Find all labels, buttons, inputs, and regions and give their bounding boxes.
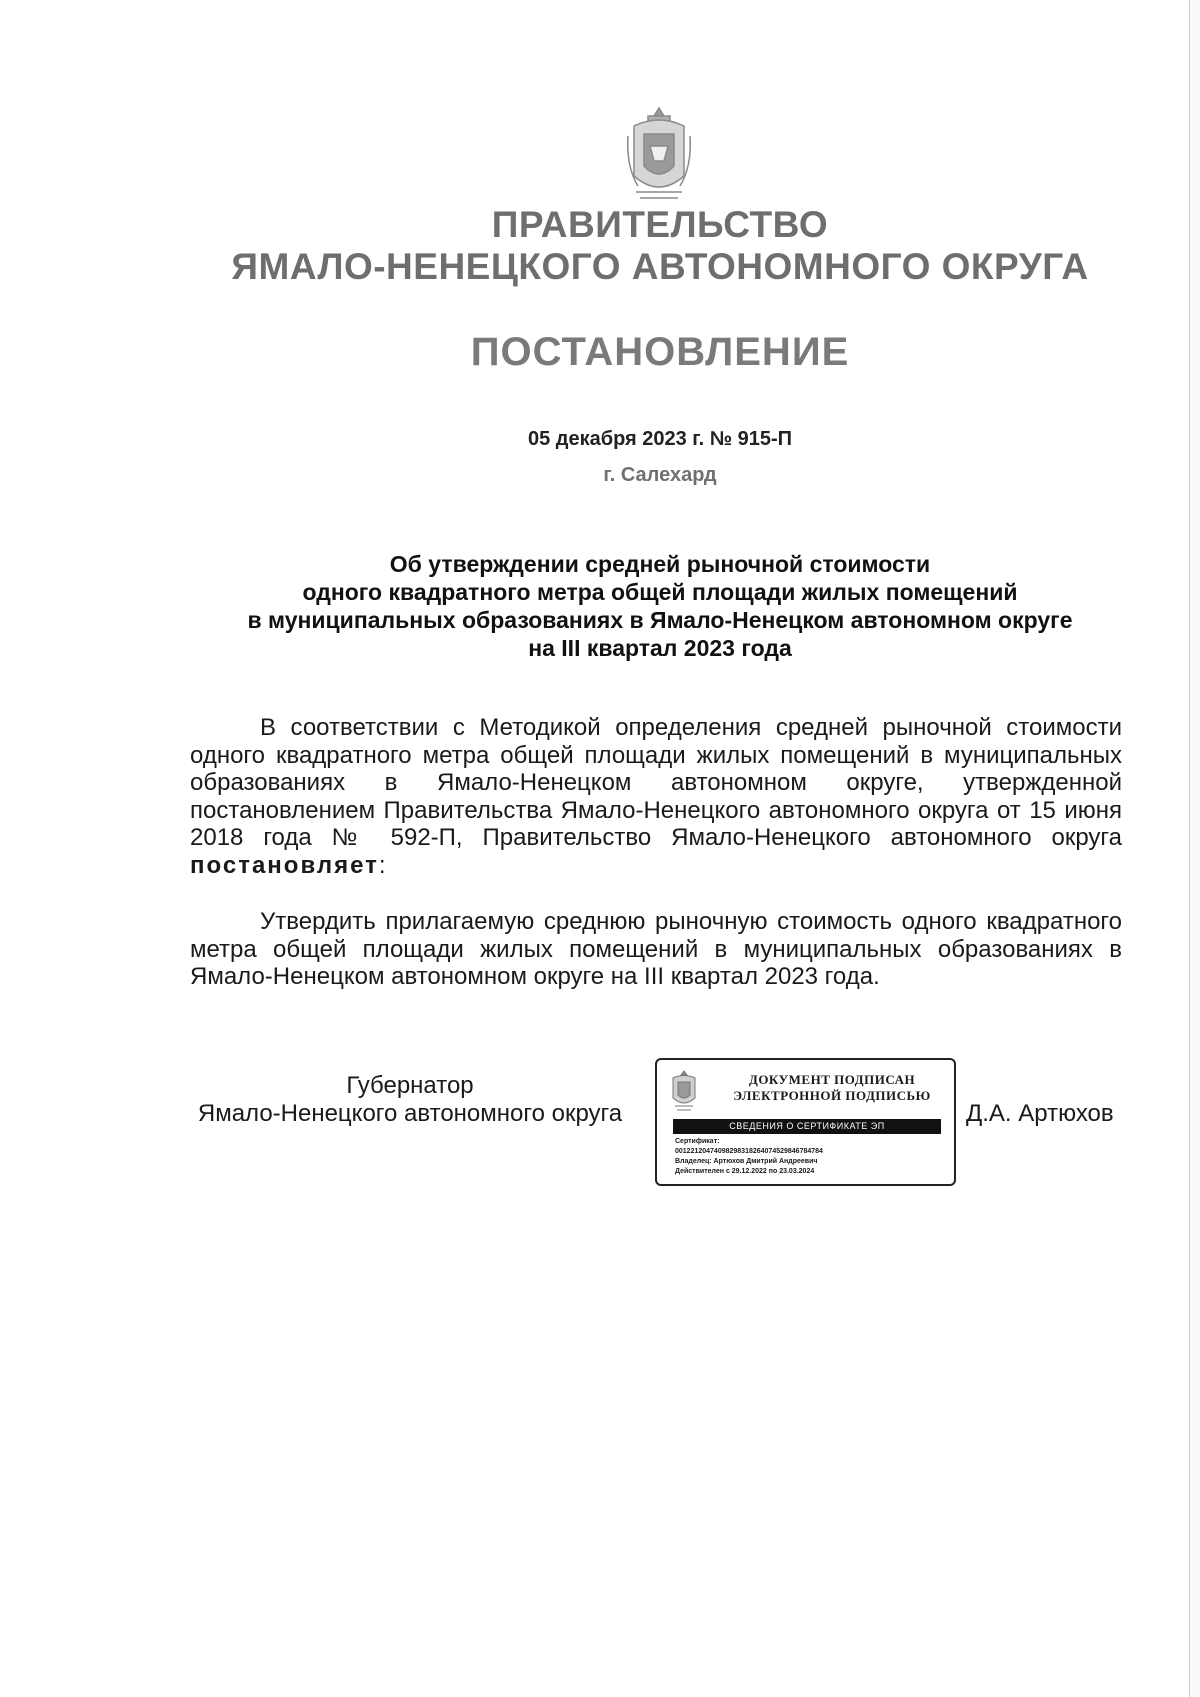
body-paragraph-1 xyxy=(190,714,1122,879)
document-type: ПОСТАНОВЛЕНИЕ xyxy=(470,330,850,374)
certificate-owner: Владелец: Артюхов Дмитрий Андреевич xyxy=(675,1158,818,1165)
certificate-number: 00122120474098298318264074529846784784 xyxy=(675,1148,823,1155)
stamp-heading xyxy=(727,1072,937,1104)
subject-line: в муниципальных образованиях в Ямало-Ненецком автономном округе xyxy=(247,607,1073,633)
subject-line: на III квартал 2023 года xyxy=(528,635,792,661)
signatory-title xyxy=(180,1072,640,1128)
subject-line: Об утверждении средней рыночной стоимости xyxy=(389,551,931,577)
paragraph-text: В соответствии с Методикой определения средней рыночной стоимости одного квадратного метра общей площади жилых помещений в муниципальных образованиях в Ямало-Ненецком автономном округе, утвержденной постановлением Правительства Ямало-Ненецкого автономного округа от 15 июня 2018 года № 592-П, Правительство Ямало-Ненецкого автономного округа xyxy=(190,714,1122,851)
coat-of-arms-icon xyxy=(669,1070,699,1112)
stamp-heading-line2: ЭЛЕКТРОННОЙ ПОДПИСЬЮ xyxy=(733,1088,931,1103)
paragraph-end: : xyxy=(378,851,386,879)
decree-word: постановляет xyxy=(190,851,379,879)
document-city: г. Салехард xyxy=(603,464,717,486)
certificate-label: Сертификат: xyxy=(675,1138,720,1145)
government-name-line1: ПРАВИТЕЛЬСТВО xyxy=(491,204,829,245)
coat-of-arms-icon xyxy=(624,106,694,204)
signatory-title-line2: Ямало-Ненецкого автономного округа xyxy=(197,1100,623,1127)
document-subject xyxy=(180,550,1140,662)
document-date-number: 05 декабря 2023 г. № 915-П xyxy=(527,428,793,450)
electronic-signature-stamp xyxy=(655,1058,956,1186)
signatory-name: Д.А. Артюхов xyxy=(966,1100,1114,1127)
signatory-title-line1: Губернатор xyxy=(346,1072,474,1099)
stamp-details xyxy=(675,1137,950,1177)
stamp-certificate-bar: СВЕДЕНИЯ О СЕРТИФИКАТЕ ЭП xyxy=(673,1119,941,1134)
body-paragraph-2: Утвердить прилагаемую среднюю рыночную стоимость одного квадратного метра общей площади жилых помещений в муниципальных образованиях в Ямало-Ненецком автономном округе на III квартал 2023 года. xyxy=(190,908,1122,990)
certificate-validity: Действителен с 29.12.2022 по 23.03.2024 xyxy=(675,1168,815,1175)
stamp-heading-line1: ДОКУМЕНТ ПОДПИСАН xyxy=(748,1072,916,1087)
government-name-line2: ЯМАЛО-НЕНЕЦКОГО АВТОНОМНОГО ОКРУГА xyxy=(231,246,1089,287)
subject-line: одного квадратного метра общей площади жилых помещений xyxy=(302,579,1018,605)
